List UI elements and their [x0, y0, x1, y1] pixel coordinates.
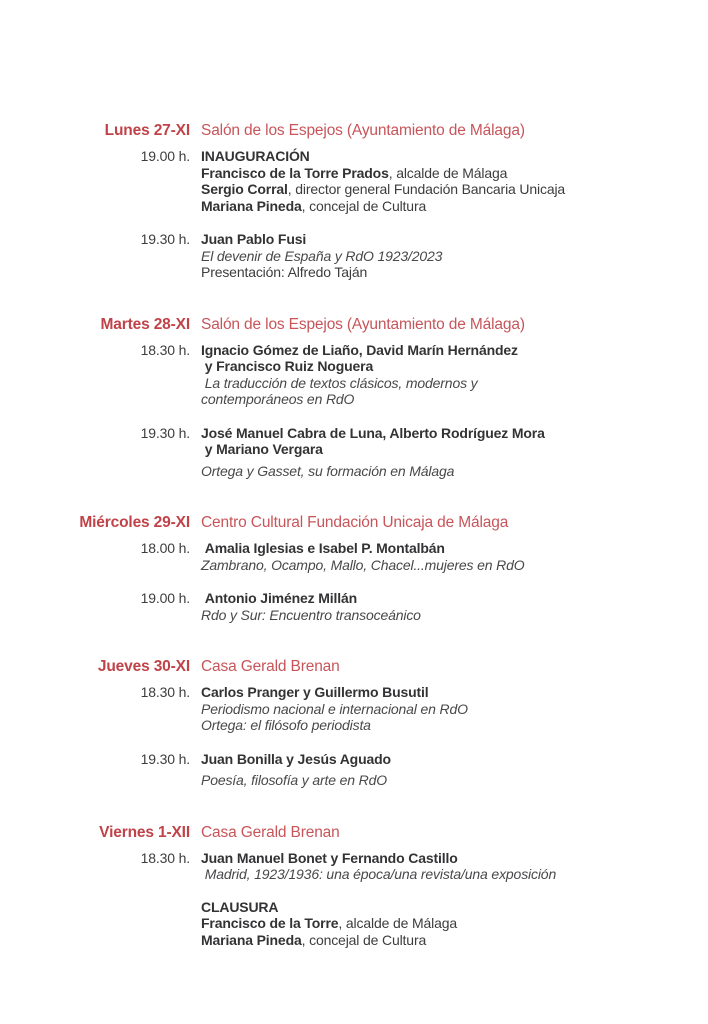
- regular-text: , alcalde de Málaga: [388, 164, 508, 181]
- bold-text: Carlos Pranger y Guillermo Busutil: [201, 684, 429, 700]
- bold-text: Mariana Pineda: [201, 931, 302, 948]
- event-line: [201, 264, 442, 281]
- event-lines: [190, 148, 565, 214]
- event-line: [201, 441, 545, 458]
- bold-text: Francisco de la Torre Prados: [201, 164, 389, 181]
- event-line: [201, 607, 421, 624]
- event: [0, 231, 708, 281]
- italic-title-text: contemporáneos en RdO: [201, 391, 355, 407]
- bold-text: José Manuel Cabra de Luna, Alberto Rodríguez Mora: [201, 424, 545, 441]
- bold-text: y Mariano Vergara: [201, 441, 323, 457]
- italic-title-text: Zambrano, Ocampo, Mallo, Chacel...mujeres en RdO: [201, 556, 525, 573]
- schedule-section: [0, 122, 708, 281]
- day-header: [0, 514, 708, 532]
- event-time: 19.30 h.: [140, 231, 190, 247]
- day-header: [0, 122, 708, 140]
- event: [0, 684, 708, 734]
- bold-text: CLAUSURA: [201, 898, 279, 915]
- schedule: [0, 122, 708, 948]
- event-line: [201, 181, 565, 198]
- event-time: 18.30 h.: [140, 849, 190, 866]
- italic-title-text: La traducción de textos clásicos, modernos y: [201, 374, 478, 391]
- event-line: [201, 425, 545, 442]
- schedule-section: [0, 316, 708, 480]
- event-line: [201, 751, 391, 768]
- event: [0, 425, 708, 480]
- event-line: [201, 866, 556, 883]
- bold-text: Ignacio Gómez de Liaño, David Marín Hernández: [201, 341, 518, 358]
- event-line: [201, 540, 525, 557]
- event-line: [201, 342, 518, 359]
- event-line: [201, 557, 525, 574]
- event-line: [201, 358, 518, 375]
- venue-label: Salón de los Espejos (Ayuntamiento de Málaga): [201, 122, 525, 139]
- event-lines: [190, 425, 545, 480]
- event-time: 19.00 h.: [140, 148, 190, 164]
- event-lines: [190, 850, 556, 949]
- day-label: Viernes 1-XII: [99, 823, 190, 841]
- venue-label: Casa Gerald Brenan: [201, 823, 340, 841]
- event: [0, 751, 708, 789]
- event-lines: [190, 540, 525, 573]
- regular-text: , alcalde de Málaga: [338, 915, 457, 931]
- event: [0, 590, 708, 623]
- event-time: 18.00 h.: [140, 540, 190, 556]
- event-line: [201, 899, 556, 916]
- day-header: [0, 316, 708, 334]
- bold-text: Francisco de la Torre: [201, 915, 339, 931]
- event-line: [201, 148, 565, 165]
- event-line: [201, 198, 565, 215]
- event: [0, 148, 708, 214]
- schedule-section: [0, 514, 708, 623]
- event: [0, 342, 708, 408]
- event-lines: [190, 751, 391, 789]
- event-lines: [190, 342, 518, 408]
- event-line: [201, 165, 565, 182]
- italic-title-text: Poesía, filosofía y arte en RdO: [201, 772, 388, 788]
- bold-text: y Francisco Ruiz Noguera: [201, 358, 374, 374]
- event-line: [201, 463, 545, 480]
- event-line: [201, 248, 442, 265]
- event-line: [201, 391, 518, 408]
- event-time: 18.30 h.: [140, 684, 190, 700]
- regular-text: , director general Fundación Bancaria Unicaja: [287, 181, 566, 197]
- event-line: [201, 701, 468, 718]
- event-line: [201, 915, 556, 932]
- event-time: 19.30 h.: [140, 750, 190, 767]
- event-time: 18.30 h.: [140, 341, 190, 358]
- bold-text: INAUGURACIÓN: [201, 148, 310, 164]
- schedule-section: [0, 658, 708, 789]
- bold-text: Amalia Iglesias e Isabel P. Montalbán: [201, 540, 445, 556]
- event-time: 19.00 h.: [140, 590, 190, 606]
- event: [0, 540, 708, 573]
- italic-title-text: Ortega: el filósofo periodista: [201, 717, 371, 733]
- regular-text: , concejal de Cultura: [301, 931, 427, 948]
- day-header: [0, 658, 708, 676]
- schedule-section: [0, 824, 708, 949]
- venue-label: Centro Cultural Fundación Unicaja de Málaga: [201, 514, 509, 531]
- event-lines: [190, 231, 442, 281]
- event-line: [201, 231, 442, 248]
- italic-title-text: El devenir de España y RdO 1923/2023: [201, 247, 443, 264]
- day-label: Martes 28-XI: [100, 315, 190, 333]
- day-label: Miércoles 29-XI: [79, 514, 190, 531]
- italic-title-text: Periodismo nacional e internacional en RdO: [201, 700, 468, 717]
- regular-text: , concejal de Cultura: [301, 197, 427, 214]
- italic-title-text: Rdo y Sur: Encuentro transoceánico: [201, 606, 421, 623]
- event-line: [201, 932, 556, 949]
- event-line: [201, 590, 421, 607]
- day-header: [0, 824, 708, 842]
- regular-text: Presentación: Alfredo Taján: [201, 264, 368, 280]
- event: [0, 850, 708, 949]
- italic-title-text: Madrid, 1923/1936: una época/una revista/una exposición: [201, 866, 557, 882]
- day-label: Jueves 30-XI: [97, 658, 190, 675]
- event-line: [201, 375, 518, 392]
- event-line: [201, 717, 468, 734]
- bold-text: Juan Pablo Fusi: [201, 231, 307, 247]
- italic-title-text: Ortega y Gasset, su formación en Málaga: [201, 462, 455, 479]
- bold-text: Antonio Jiménez Millán: [201, 590, 358, 606]
- event-lines: [190, 684, 468, 734]
- event-time: 19.30 h.: [140, 424, 190, 441]
- bold-text: Juan Manuel Bonet y Fernando Castillo: [201, 849, 458, 866]
- event-lines: [190, 590, 421, 623]
- venue-label: Casa Gerald Brenan: [201, 658, 340, 675]
- bold-text: Mariana Pineda: [201, 197, 302, 214]
- bold-text: Juan Bonilla y Jesús Aguado: [201, 750, 391, 767]
- venue-label: Salón de los Espejos (Ayuntamiento de Málaga): [201, 315, 525, 333]
- bold-text: Sergio Corral: [201, 181, 288, 197]
- event-line: [201, 772, 391, 789]
- day-label: Lunes 27-XI: [104, 122, 190, 139]
- event-line: [201, 684, 468, 701]
- event-line: [201, 850, 556, 867]
